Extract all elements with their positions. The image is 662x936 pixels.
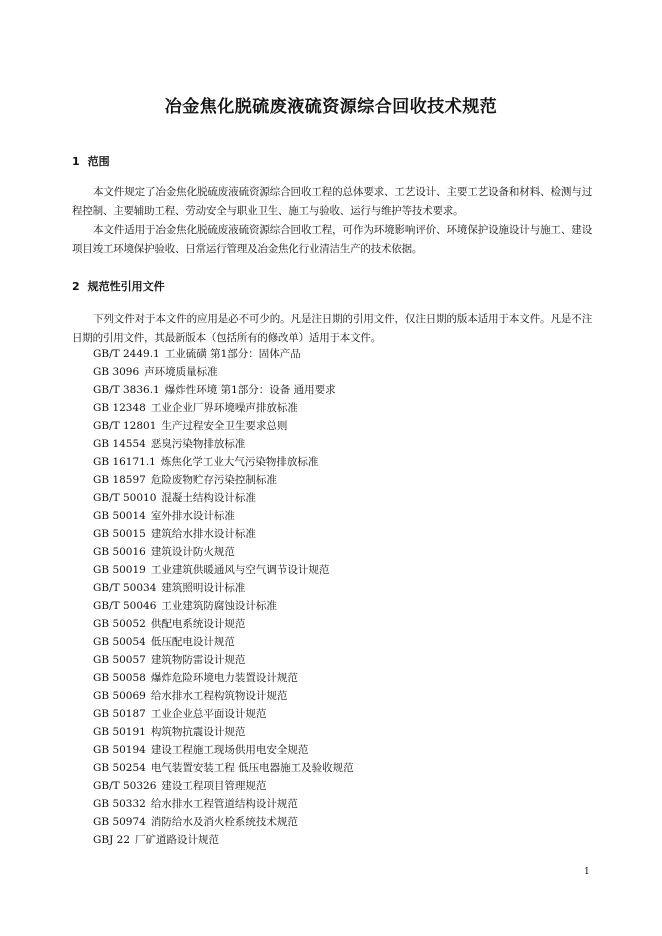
reference-item xyxy=(93,489,354,507)
reference-code: GB 50057 xyxy=(93,654,146,666)
reference-code: GB 18597 xyxy=(93,474,146,486)
section-number: 2 xyxy=(72,280,80,293)
reference-item xyxy=(93,579,354,597)
reference-item xyxy=(93,615,354,633)
reference-code: GB 50019 xyxy=(93,564,146,576)
reference-title: 建设工程施工现场供用电安全规范 xyxy=(150,744,309,756)
reference-item xyxy=(93,507,354,525)
reference-title: 混凝土结构设计标准 xyxy=(161,492,256,504)
reference-title: 给水排水工程管道结构设计规范 xyxy=(150,798,298,810)
reference-item xyxy=(93,363,354,381)
section-title: 范围 xyxy=(87,155,110,168)
reference-item xyxy=(93,669,354,687)
reference-title: 建筑给水排水设计标准 xyxy=(150,528,256,540)
reference-item xyxy=(93,777,354,795)
reference-code: GB/T 3836.1 xyxy=(93,384,160,396)
section-heading-normative-references xyxy=(72,278,165,294)
reference-code: GB/T 50046 xyxy=(93,600,157,612)
reference-title: 恶臭污染物排放标准 xyxy=(150,438,246,450)
reference-code: GB 3096 xyxy=(93,366,140,378)
document-title: 冶金焦化脱硫废液硫资源综合回收技术规范 xyxy=(164,97,498,117)
reference-title: 建筑设计防火规范 xyxy=(150,546,235,558)
reference-title: 工业建筑供暖通风与空气调节设计规范 xyxy=(150,564,330,576)
reference-title: 室外排水设计标准 xyxy=(150,510,235,522)
reference-code: GB 16171.1 xyxy=(93,456,156,468)
reference-title: 爆炸危险环境电力装置设计规范 xyxy=(150,672,298,684)
reference-code: GB 50015 xyxy=(93,528,146,540)
reference-title: 建筑照明设计标准 xyxy=(161,582,246,594)
reference-item xyxy=(93,759,354,777)
reference-code: GBJ 22 xyxy=(93,834,131,846)
reference-item xyxy=(93,813,354,831)
reference-code: GB 50191 xyxy=(93,726,146,738)
reference-code: GB/T 2449.1 xyxy=(93,348,160,360)
scope-paragraph-2: 本文件适用于冶金焦化脱硫废液硫资源综合回收工程，可作为环境影响评价、环境保护设施设计与施工、建设项目竣工环境保护验收、日常运行管理及冶金焦化行业清洁生产的技术依据。 xyxy=(72,224,592,255)
reference-title: 声环境质量标准 xyxy=(144,366,218,378)
reference-code: GB 50069 xyxy=(93,690,146,702)
reference-item xyxy=(93,687,354,705)
reference-code: GB 12348 xyxy=(93,402,146,414)
reference-code: GB 50187 xyxy=(93,708,146,720)
reference-title: 工业建筑防腐蚀设计标准 xyxy=(161,600,277,612)
references-intro-paragraph: 下列文件对于本文件的应用是必不可少的。凡是注日期的引用文件，仅注日期的版本适用于本文件。凡是不注日期的引用文件，其最新版本（包括所有的修改单）适用于本文件。 xyxy=(72,313,592,344)
reference-title: 工业企业厂界环境噪声排放标准 xyxy=(150,402,298,414)
reference-title: 危险废物贮存污染控制标准 xyxy=(150,474,277,486)
reference-item xyxy=(93,381,354,399)
reference-item xyxy=(93,741,354,759)
reference-title: 电气装置安装工程 低压电器施工及验收规范 xyxy=(150,762,354,774)
reference-code: GB 50974 xyxy=(93,816,146,828)
scope-paragraph-1: 本文件规定了冶金焦化脱硫废液硫资源综合回收工程的总体要求、工艺设计、主要工艺设备和材料、检测与过程控制、主要辅助工程、劳动安全与职业卫生、施工与验收、运行与维护等技术要求。 xyxy=(72,186,592,217)
reference-code: GB/T 50034 xyxy=(93,582,157,594)
reference-item xyxy=(93,525,354,543)
reference-code: GB 50052 xyxy=(93,618,146,630)
reference-item xyxy=(93,831,354,849)
reference-item xyxy=(93,723,354,741)
section-title: 规范性引用文件 xyxy=(87,280,165,293)
reference-item xyxy=(93,597,354,615)
reference-title: 构筑物抗震设计规范 xyxy=(150,726,246,738)
reference-item xyxy=(93,543,354,561)
reference-title: 低压配电设计规范 xyxy=(150,636,235,648)
reference-title: 工业企业总平面设计规范 xyxy=(150,708,267,720)
reference-title: 建设工程项目管理规范 xyxy=(161,780,267,792)
reference-item xyxy=(93,705,354,723)
reference-title: 消防给水及消火栓系统技术规范 xyxy=(150,816,298,828)
section-number: 1 xyxy=(72,155,80,168)
page-number: 1 xyxy=(584,867,590,877)
reference-title: 供配电系统设计规范 xyxy=(150,618,246,630)
reference-code: GB/T 50326 xyxy=(93,780,157,792)
reference-code: GB 50014 xyxy=(93,510,146,522)
reference-list xyxy=(93,345,354,849)
reference-code: GB 50332 xyxy=(93,798,146,810)
reference-title: 工业硫磺 第1部分：固体产品 xyxy=(164,348,301,360)
reference-title: 生产过程安全卫生要求总则 xyxy=(161,420,288,432)
reference-title: 炼焦化学工业大气污染物排放标准 xyxy=(160,456,319,468)
reference-item xyxy=(93,651,354,669)
reference-code: GB 50194 xyxy=(93,744,146,756)
reference-code: GB 50016 xyxy=(93,546,146,558)
reference-item xyxy=(93,399,354,417)
reference-title: 爆炸性环境 第1部分：设备 通用要求 xyxy=(164,384,336,396)
reference-item xyxy=(93,561,354,579)
reference-code: GB 50058 xyxy=(93,672,146,684)
reference-item xyxy=(93,453,354,471)
reference-item xyxy=(93,417,354,435)
reference-item xyxy=(93,795,354,813)
reference-title: 给水排水工程构筑物设计规范 xyxy=(150,690,288,702)
reference-item xyxy=(93,435,354,453)
reference-item xyxy=(93,345,354,363)
reference-code: GB 50254 xyxy=(93,762,146,774)
reference-code: GB 50054 xyxy=(93,636,146,648)
reference-code: GB/T 12801 xyxy=(93,420,157,432)
reference-item xyxy=(93,471,354,489)
reference-code: GB 14554 xyxy=(93,438,146,450)
reference-item xyxy=(93,633,354,651)
reference-title: 厂矿道路设计规范 xyxy=(135,834,220,846)
section-heading-scope xyxy=(72,153,110,169)
reference-code: GB/T 50010 xyxy=(93,492,157,504)
reference-title: 建筑物防雷设计规范 xyxy=(150,654,246,666)
